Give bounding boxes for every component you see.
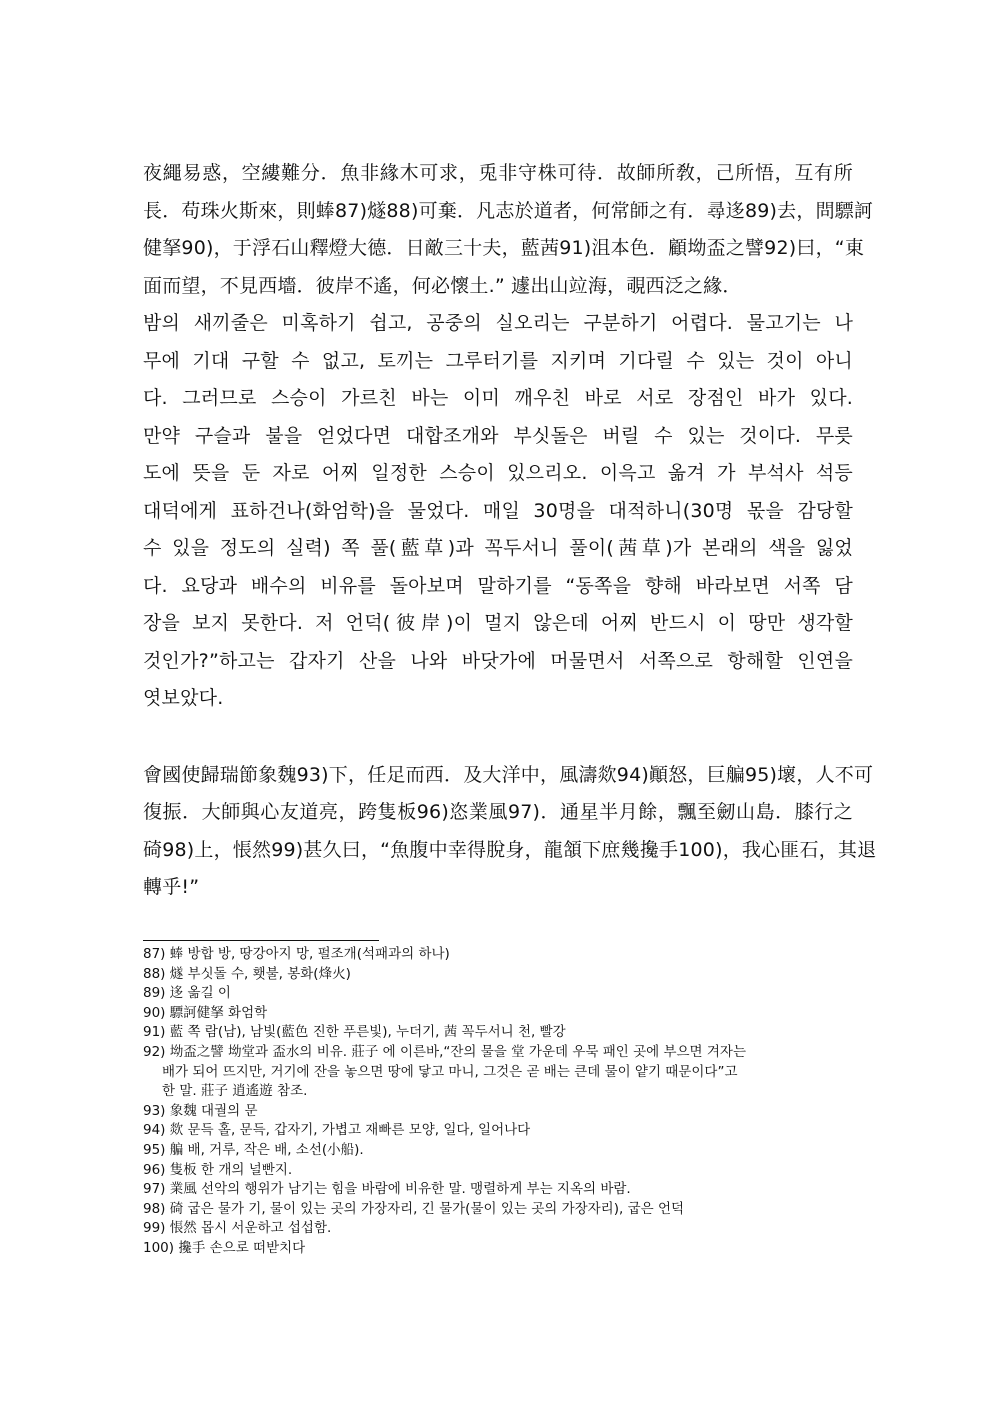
- text-line: 會國使歸瑞節象魏93)下，任足而西．及大洋中，風濤欻94)顚怒，巨艑95)壞，人不可: [143, 763, 874, 786]
- footnote-92-continuation: 한 말. 莊子 逍遙遊 참조.: [162, 1083, 308, 1100]
- footnote-92: [143, 1043, 853, 1102]
- footnote-99: 99) 悵然 몹시 서운하고 섭섭함.: [143, 1220, 332, 1237]
- footnote-89: 89) 迻 옮길 이: [143, 985, 231, 1002]
- text-line: 밤의 새끼줄은 미혹하기 쉽고, 공중의 실오리는 구분하기 어렵다. 물고기는 나: [143, 312, 853, 334]
- footnote-91: 91) 藍 쪽 람(남), 남빛(藍色 진한 푸른빛), 누더기, 茜 꼭두서니 천, 빨강: [143, 1024, 566, 1041]
- footnote-separator: [143, 940, 379, 941]
- footnote-92-line: 92) 坳盃之譬 坳堂과 盃水의 비유. 莊子 에 이른바,“잔의 물을 堂 가운데 우묵 패인 곳에 부으면 겨자는: [143, 1043, 746, 1060]
- text-line: 대덕에게 표하건나(화엄학)을 물었다. 매일 30명을 대적하니(30명 몫을 감당할: [143, 499, 853, 522]
- footnotes: [143, 945, 853, 1259]
- paragraph-gap: [143, 718, 853, 757]
- footnote-90: 90) 驃訶健拏 화엄학: [143, 1004, 268, 1021]
- text-line: 復振．大師與心友道亮，跨隻板96)恣業風97)．通星半月餘，飄至劒山島．膝行之: [143, 801, 853, 823]
- footnote-92-continuation: 배가 되어 뜨지만, 거기에 잔을 놓으면 땅에 닿고 마니, 그것은 곧 배는 큰데 물이 얕기 때문이다”고: [162, 1063, 738, 1080]
- text-line: 다. 요당과 배수의 비유를 돌아보며 말하기를 “동쪽을 향해 바라보면 서쪽 담: [143, 574, 853, 597]
- text-line: 도에 뜻을 둔 자로 어찌 일정한 스승이 있으리오. 이윽고 옮겨 가 부석사 석등: [143, 462, 853, 484]
- footnote-87: 87) 蜯 방합 방, 땅강아지 망, 펄조개(석패과의 하나): [143, 946, 450, 962]
- text-line: 것인가?”하고는 갑자기 산을 나와 바닷가에 머물면서 서쪽으로 항해할 인연을: [143, 649, 853, 672]
- text-line: 무에 기대 구할 수 없고, 토끼는 그루터기를 지키며 기다릴 수 있는 것이 아니: [143, 349, 853, 372]
- footnote-96: 96) 隻板 한 개의 널빤지.: [143, 1161, 293, 1178]
- footnote-100: 100) 攙手 손으로 떠받치다: [143, 1239, 306, 1256]
- text-line: 수 있을 정도의 실력) 쪽 풀(藍草)과 꼭두서니 풀이(茜草)가 본래의 색을 잃었: [143, 537, 853, 559]
- footnote-93: 93) 象魏 대궐의 문: [143, 1102, 258, 1119]
- classical-passage-2: [143, 757, 877, 907]
- classical-passage-1: [143, 155, 874, 305]
- text-line: 夜繩易惑，空縷難分．魚非緣木可求，兎非守株可待．故師所敎，己所悟，互有所: [143, 162, 853, 184]
- text-line: 面而望，不見西墻．彼岸不遙，何必懷土.” 遽出山竝海，覗西泛之緣．: [143, 274, 742, 297]
- footnote-98: 98) 碕 굽은 물가 기, 물이 있는 곳의 가장자리, 긴 물가(물이 있는 곳의 가장자리), 굽은 언덕: [143, 1200, 685, 1217]
- footnote-95: 95) 艑 배, 거루, 작은 배, 소선(小船).: [143, 1141, 364, 1158]
- text-line: 碕98)上，悵然99)甚久曰，“魚腹中幸得脫身，龍頷下庶幾攙手100)，我心匪石，其退: [143, 838, 877, 861]
- footnote-94: 94) 欻 문득 홀, 문득, 갑자기, 가볍고 재빠른 모양, 일다, 일어나다: [143, 1122, 531, 1139]
- footnote-88: 88) 燧 부싯돌 수, 횃불, 봉화(烽火): [143, 965, 351, 982]
- text-line: 健拏90)，于浮石山釋燈大德．日敵三十夫，藍茜91)沮本色．顧坳盃之譬92)曰，“東: [143, 237, 865, 259]
- text-line: 만약 구슬과 불을 얻었다면 대합조개와 부싯돌은 버릴 수 있는 것이다. 무릇: [143, 424, 853, 447]
- text-line: 다. 그러므로 스승이 가르친 바는 이미 깨우친 바로 서로 장점인 바가 있다.: [143, 387, 853, 409]
- document-body: [143, 155, 877, 907]
- text-line: 長．苟珠火斯來，則蜯87)燧88)可棄．凡志於道者，何常師之有．尋迻89)去，問驃訶: [143, 199, 874, 222]
- text-line: 장을 보지 못한다. 저 언덕(彼岸)이 멀지 않은데 어찌 반드시 이 땅만 생각할: [143, 612, 853, 634]
- korean-translation: [143, 305, 853, 718]
- footnote-97: 97) 業風 선악의 행위가 남기는 힘을 바람에 비유한 말. 맹렬하게 부는 지옥의 바람.: [143, 1181, 631, 1198]
- text-line: 엿보았다.: [143, 687, 224, 709]
- text-line: 轉乎!”: [143, 876, 200, 898]
